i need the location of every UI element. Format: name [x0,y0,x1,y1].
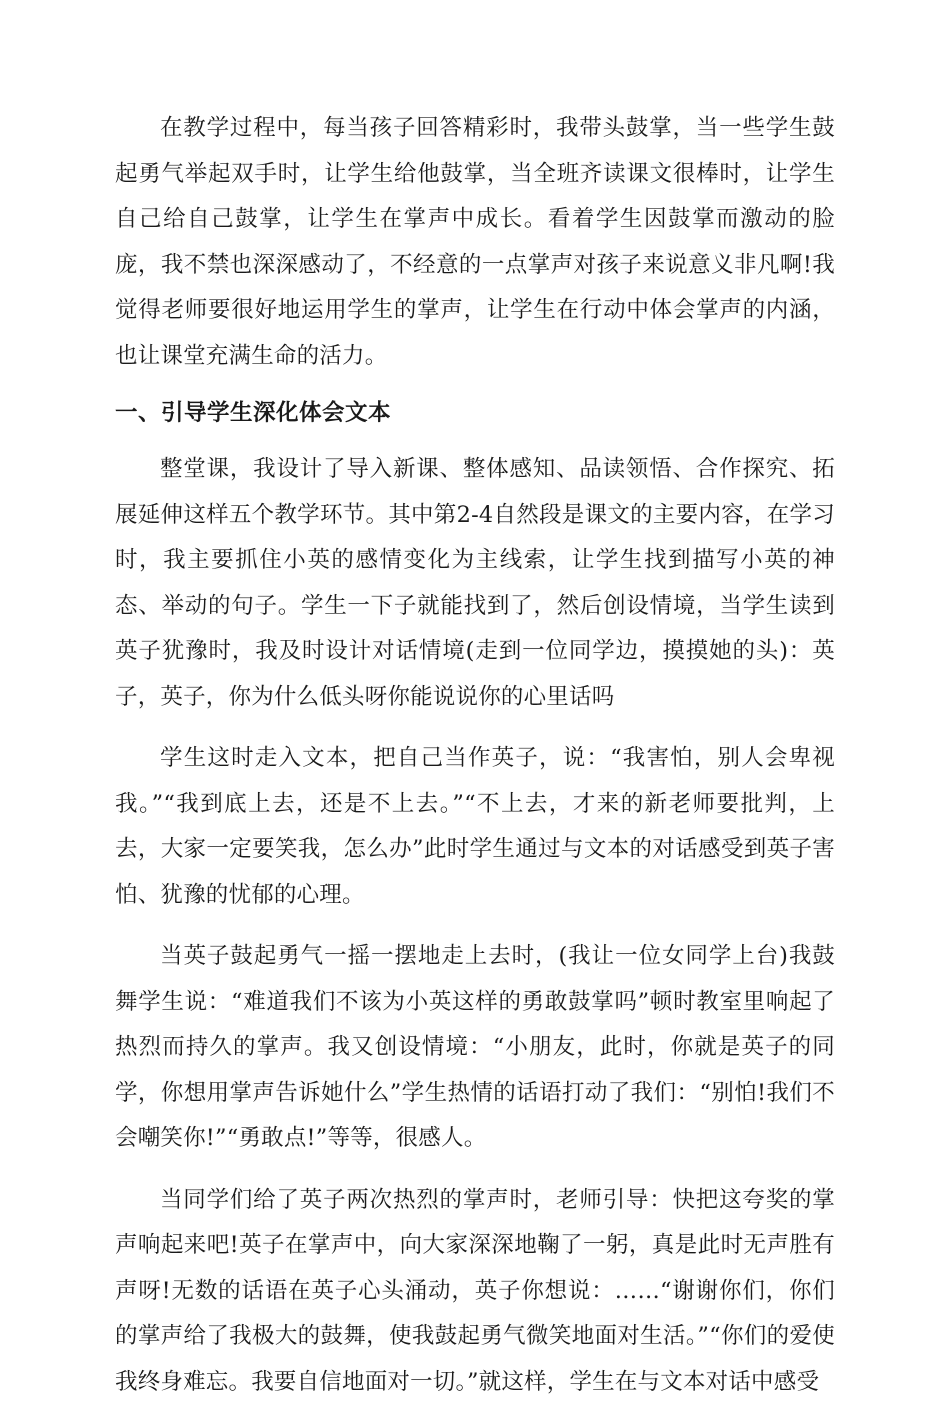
paragraph: 整堂课，我设计了导入新课、整体感知、品读领悟、合作探究、拓展延伸这样五个教学环节。其中第2-4自然段是课文的主要内容，在学习时，我主要抓住小英的感情变化为主线索，让学生找到描写小英的神态、举动的句子。学生一下子就能找到了，然后创设情境，当学生读到英子犹豫时，我及时设计对话情境(走到一位同学边，摸摸她的头)：英子，英子，你为什么低头呀你能说说你的心里话吗 [115,447,835,720]
paragraph: 学生这时走入文本，把自己当作英子，说：“我害怕，别人会卑视我。”“我到底上去，还是不上去。”“不上去，才来的新老师要批判，上去，大家一定要笑我，怎么办”此时学生通过与文本的对话感受到英子害怕、犹豫的忧郁的心理。 [115,736,835,918]
paragraph: 当同学们给了英子两次热烈的掌声时，老师引导：快把这夸奖的掌声响起来吧!英子在掌声中，向大家深深地鞠了一躬，真是此时无声胜有声呀!无数的话语在英子心头涌动，英子你想说：……“谢谢你们，你们的掌声给了我极大的鼓舞，使我鼓起勇气微笑地面对生活。”“你们的爱使我终身难忘。我要自信地面对一切。”就这样，学生在与文本对话中感受 [115,1178,835,1405]
paragraph: 当英子鼓起勇气一摇一摆地走上去时，(我让一位女同学上台)我鼓舞学生说：“难道我们不该为小英这样的勇敢鼓掌吗”顿时教室里响起了热烈而持久的掌声。我又创设情境：“小朋友，此时，你就是英子的同学，你想用掌声告诉她什么”学生热情的话语打动了我们：“别怕!我们不会嘲笑你!”“勇敢点!”等等，很感人。 [115,934,835,1162]
section-heading: 一、引导学生深化体会文本 [115,397,835,429]
document-page [115,106,835,1405]
paragraph: 在教学过程中，每当孩子回答精彩时，我带头鼓掌，当一些学生鼓起勇气举起双手时，让学生给他鼓掌，当全班齐读课文很棒时，让学生自己给自己鼓掌，让学生在掌声中成长。看着学生因鼓掌而激动的脸庞，我不禁也深深感动了，不经意的一点掌声对孩子来说意义非凡啊!我觉得老师要很好地运用学生的掌声，让学生在行动中体会掌声的内涵，也让课堂充满生命的活力。 [115,106,835,379]
